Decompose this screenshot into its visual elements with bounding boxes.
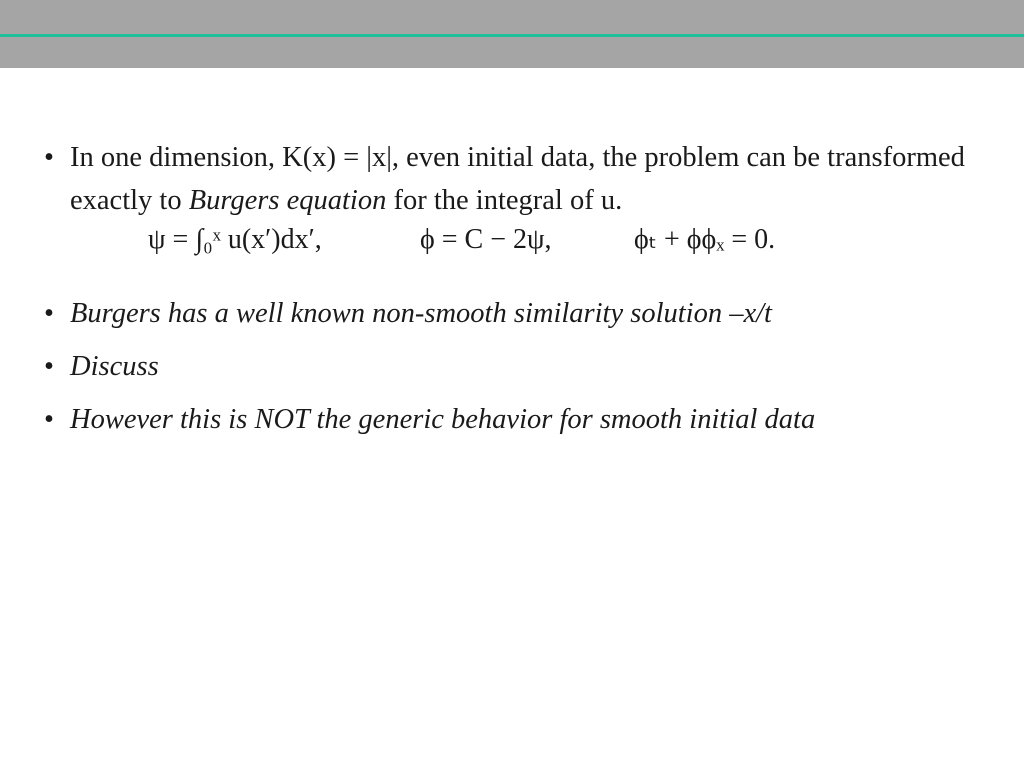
- slide-header-accent-line: [0, 34, 1024, 37]
- equation-line: [148, 214, 908, 266]
- equation-part-2: ϕ = C − 2ψ,: [420, 224, 552, 255]
- bullet-2-text: Burgers has a well known non-smooth similarity solution –x/t: [70, 298, 772, 329]
- equation-svg: [148, 214, 908, 266]
- equation-part-3: ϕₜ + ϕϕₓ = 0.: [634, 224, 776, 255]
- bullet-item-1: [44, 136, 994, 222]
- bullet-1-italic: Burgers equation: [188, 185, 387, 216]
- bullet-item-4: [44, 398, 994, 441]
- bullet-1-text-b: for the integral of u.: [386, 185, 623, 216]
- bullet-dot: •: [44, 298, 54, 329]
- bullet-dot: •: [44, 351, 54, 382]
- bullet-item-2: [44, 292, 994, 335]
- bullet-dot: •: [44, 142, 54, 173]
- bullet-1-text-a: In one dimension, K(x) = |x|, even initial data, the problem can be transformed exactly to: [70, 142, 965, 216]
- equation-part-1: ψ = ∫₀ˣ u(x′)dx′,: [148, 224, 322, 255]
- bullet-dot: •: [44, 404, 54, 435]
- bullet-3-text: Discuss: [70, 351, 159, 382]
- slide-content: [44, 136, 994, 441]
- bullet-4-text: However this is NOT the generic behavior for smooth initial data: [70, 404, 816, 435]
- bullet-item-3: [44, 345, 994, 388]
